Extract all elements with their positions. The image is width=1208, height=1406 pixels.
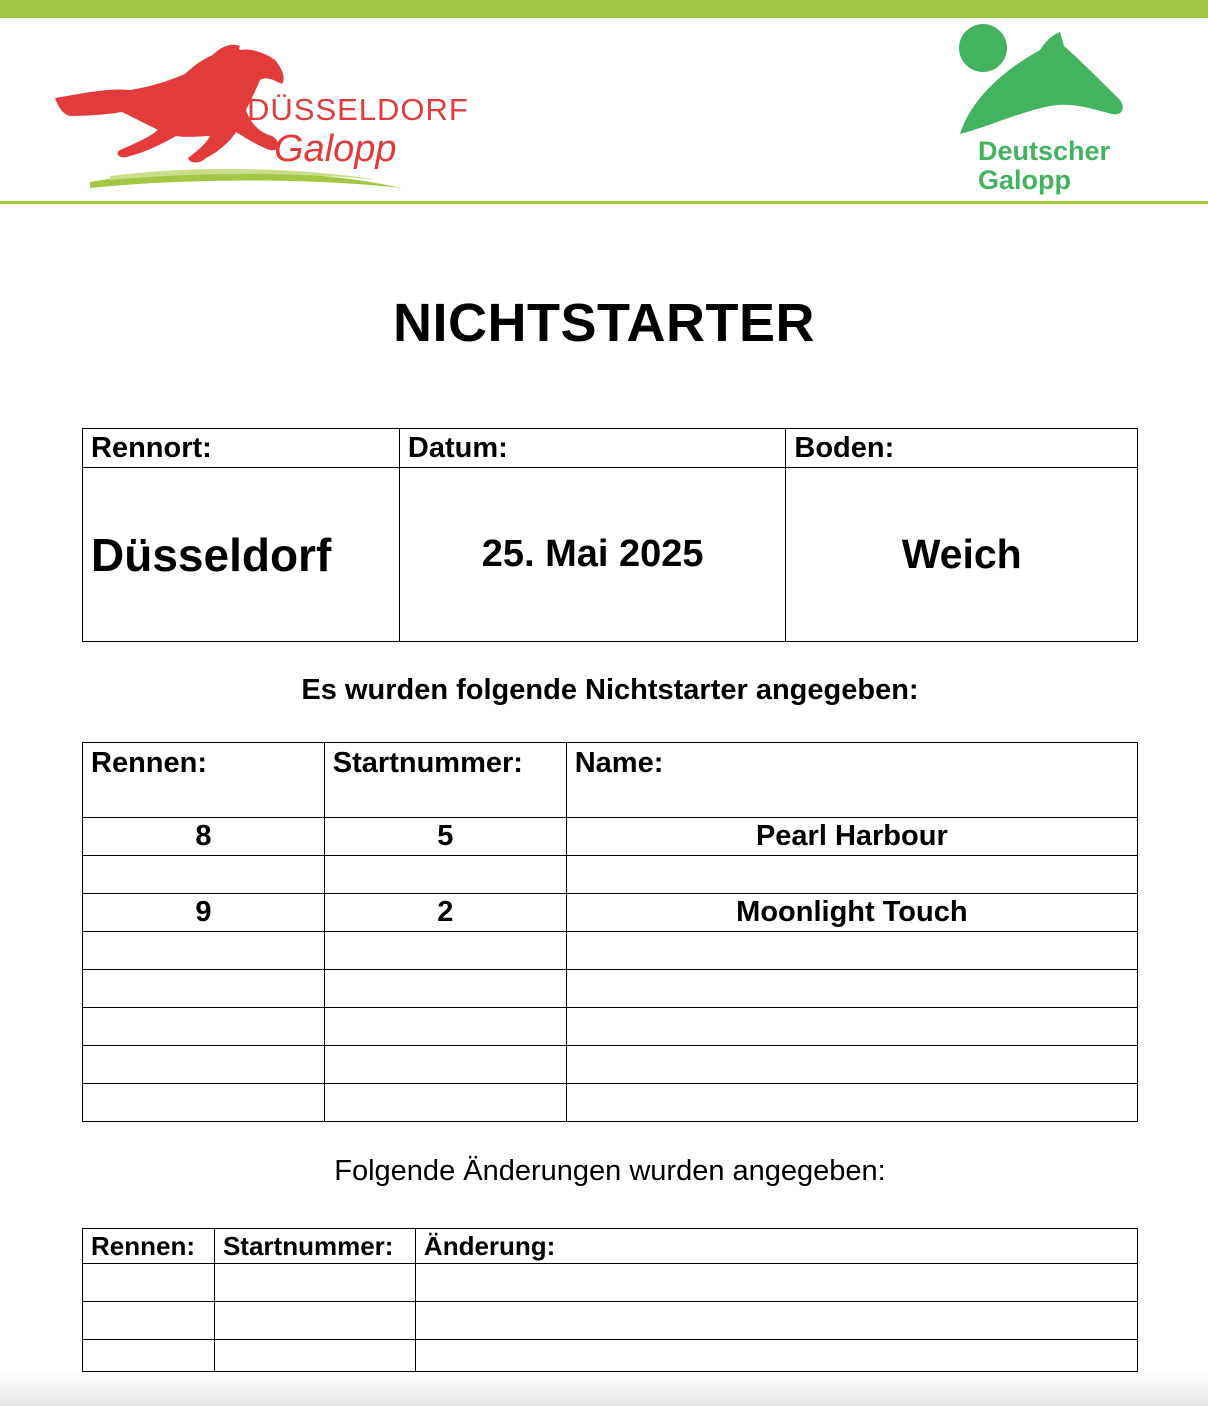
cell-rennen: 9 [83, 894, 325, 932]
cell-aenderung [415, 1302, 1137, 1340]
datum-value: 25. Mai 2025 [399, 468, 786, 642]
deutscher-galopp-logo [950, 22, 1140, 200]
rennort-label: Rennort: [83, 429, 400, 468]
cell-rennen [83, 1008, 325, 1046]
duesseldorf-galopp-logo [50, 40, 470, 195]
cell-startnummer [214, 1302, 415, 1340]
nichtstarter-heading: Es wurden folgende Nichtstarter angegeben: [301, 674, 919, 706]
cell-startnummer [324, 856, 566, 894]
table-row [83, 970, 1138, 1008]
cell-startnummer: 5 [324, 818, 566, 856]
datum-label: Datum: [399, 429, 786, 468]
cell-rennen [83, 932, 325, 970]
cell-name [566, 1046, 1137, 1084]
rennort-value: Düsseldorf [83, 468, 400, 642]
cell-rennen [83, 1302, 215, 1340]
table-row [83, 1046, 1138, 1084]
cell-name: Moonlight Touch [566, 894, 1137, 932]
table-row [83, 932, 1138, 970]
col-startnummer: Startnummer: [214, 1229, 415, 1264]
page-bottom-shadow [0, 1372, 1208, 1406]
cell-startnummer: 2 [324, 894, 566, 932]
cell-rennen [83, 1084, 325, 1122]
cell-rennen [83, 1264, 215, 1302]
logo-left-line1: DÜSSELDORF [247, 92, 469, 127]
cell-rennen: 8 [83, 818, 325, 856]
page-title: NICHTSTARTER [393, 293, 815, 353]
cell-name: Pearl Harbour [566, 818, 1137, 856]
cell-name [566, 970, 1137, 1008]
cell-startnummer [324, 970, 566, 1008]
boden-value: Weich [786, 468, 1138, 642]
cell-startnummer [324, 1046, 566, 1084]
cell-rennen [83, 1340, 215, 1372]
cell-startnummer [324, 932, 566, 970]
cell-name [566, 1084, 1137, 1122]
cell-name [566, 1008, 1137, 1046]
cell-aenderung [415, 1340, 1137, 1372]
col-name: Name: [566, 743, 1137, 818]
cell-name [566, 856, 1137, 894]
cell-startnummer [324, 1008, 566, 1046]
table-row [83, 1340, 1138, 1372]
nichtstarter-table [82, 742, 1138, 1122]
boden-label: Boden: [786, 429, 1138, 468]
race-info-table [82, 428, 1138, 642]
col-aenderung: Änderung: [415, 1229, 1137, 1264]
cell-name [566, 932, 1137, 970]
table-row [83, 1084, 1138, 1122]
col-rennen: Rennen: [83, 1229, 215, 1264]
horse-head-icon [950, 22, 1140, 137]
top-accent-bar [0, 0, 1208, 18]
logo-right-line2: Galopp [978, 165, 1071, 195]
aenderungen-table [82, 1228, 1138, 1372]
col-rennen: Rennen: [83, 743, 325, 818]
table-row [83, 894, 1138, 932]
cell-startnummer [324, 1084, 566, 1122]
cell-rennen [83, 970, 325, 1008]
table-row [83, 1008, 1138, 1046]
table-row [83, 856, 1138, 894]
table-row [83, 1302, 1138, 1340]
aenderungen-heading: Folgende Änderungen wurden angegeben: [334, 1155, 886, 1187]
cell-startnummer [214, 1340, 415, 1372]
table-row [83, 818, 1138, 856]
logo-right-line1: Deutscher [978, 136, 1111, 166]
cell-rennen [83, 856, 325, 894]
header-divider [0, 201, 1208, 204]
cell-startnummer [214, 1264, 415, 1302]
logo-left-line2: Galopp [274, 128, 397, 170]
table-row [83, 1264, 1138, 1302]
cell-rennen [83, 1046, 325, 1084]
col-startnummer: Startnummer: [324, 743, 566, 818]
cell-aenderung [415, 1264, 1137, 1302]
